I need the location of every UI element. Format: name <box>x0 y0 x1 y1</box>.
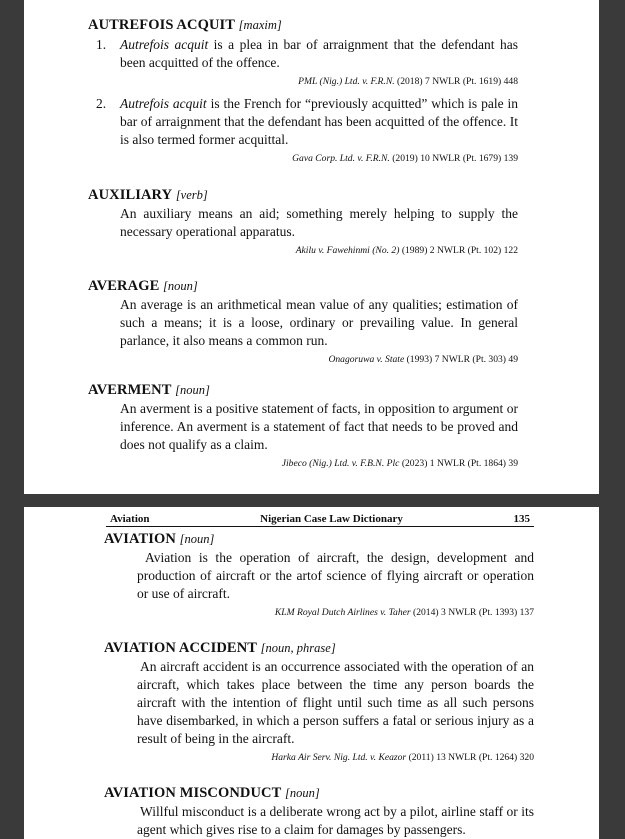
entry-definition: Aviation is the operation of aircraft, the design, development and production of aircraft or the artof science of flying aircraft or operation or use of aircraft. <box>137 550 534 601</box>
entry-body <box>104 549 534 620</box>
citation-reference: (1989) 2 NWLR (Pt. 102) 122 <box>399 245 518 256</box>
entry-headword-line <box>104 530 534 548</box>
entry-definition: An auxiliary means an aid; something merely helping to supply the necessary operational apparatus. <box>120 206 518 239</box>
entry-body <box>88 296 518 367</box>
citation-case-name: PML (Nig.) Ltd. v. F.R.N. <box>298 76 395 87</box>
case-citation <box>137 751 534 765</box>
entry-term: AUXILIARY <box>88 187 173 203</box>
sense-text: is the French for “previously acquitted” which is pale in bar of arraignment that the defendant has been acquitted of the offence. It is also termed former acquittal. <box>120 96 518 147</box>
lower-page <box>24 507 599 839</box>
case-citation <box>137 606 534 620</box>
entry-headword-line <box>104 639 534 657</box>
sense-number: 1. <box>96 37 107 52</box>
sense-body <box>120 95 518 166</box>
entry-part-of-speech: [noun] <box>162 279 198 293</box>
citation-reference: (2011) 13 NWLR (Pt. 1264) 320 <box>406 752 534 763</box>
entry-definition: An average is an arithmetical mean value of any qualities; estimation of such a means; it is a loose, ordinary or prevailing value. In general parlance, it also means a common run. <box>120 297 518 348</box>
citation-reference: (2014) 3 NWLR (Pt. 1393) 137 <box>410 607 534 618</box>
running-head-guide-word: Aviation <box>110 513 150 525</box>
entry-auxiliary <box>88 186 518 258</box>
page-number: 135 <box>513 513 530 525</box>
citation-case-name: Jibeco (Nig.) Ltd. v. F.B.N. Plc <box>281 458 400 469</box>
entry-aviation-accident <box>104 639 534 765</box>
entry-aviation <box>104 530 534 620</box>
numbered-sense <box>88 36 518 89</box>
running-head <box>106 513 534 527</box>
entry-part-of-speech: [noun] <box>179 532 215 546</box>
entry-averment <box>88 381 518 471</box>
sense-definition <box>120 36 518 72</box>
entry-definition: Willful misconduct is a deliberate wrong act by a pilot, airline staff or its agent which gives rise to a claim for damages by passengers. <box>137 804 534 837</box>
citation-case-name: Akilu v. Fawehinmi (No. 2) <box>295 245 400 256</box>
case-citation <box>120 152 518 166</box>
entry-term: AUTREFOIS ACQUIT <box>88 17 236 33</box>
entry-part-of-speech: [maxim] <box>238 18 282 32</box>
case-citation <box>120 353 518 367</box>
sense-definition <box>120 95 518 149</box>
entry-part-of-speech: [noun] <box>285 786 320 800</box>
citation-reference: (2023) 1 NWLR (Pt. 1864) 39 <box>399 458 518 469</box>
sense-text: is a plea in bar of arraignment that the defendant has been acquitted of the offence. <box>120 37 518 70</box>
entry-term: AVERAGE <box>88 278 160 294</box>
entry-aviation-misconduct <box>104 784 534 839</box>
entry-part-of-speech: [noun, phrase] <box>260 641 336 655</box>
case-citation <box>120 75 518 89</box>
citation-case-name: Gava Corp. Ltd. v. F.R.N. <box>292 153 390 164</box>
entry-body <box>104 803 534 839</box>
sense-lead-term: Autrefois acquit <box>120 96 207 111</box>
sense-body <box>120 36 518 89</box>
case-citation <box>120 457 518 471</box>
sense-lead-term: Autrefois acquit <box>120 37 209 52</box>
numbered-sense <box>88 95 518 166</box>
entry-part-of-speech: [noun] <box>175 383 210 397</box>
entry-autrefois-acquit <box>88 16 518 166</box>
entry-term: AVERMENT <box>88 382 172 398</box>
entry-headword-line <box>88 16 518 34</box>
entry-average <box>88 277 518 367</box>
citation-case-name: KLM Royal Dutch Airlines v. Taher <box>274 607 411 618</box>
entry-definition: An aircraft accident is an occurrence associated with the operation of an aircraft, which takes place between the time any person boards the aircraft with the intention of flight until such time as all such persons have disembarked, in which a person suffers a fatal or serious injury as a result of being in the aircraft. <box>137 659 534 746</box>
entry-term: AVIATION ACCIDENT <box>104 640 258 656</box>
upper-page <box>24 0 599 494</box>
citation-reference: (1993) 7 NWLR (Pt. 303) 49 <box>404 354 518 365</box>
citation-reference: (2018) 7 NWLR (Pt. 1619) 448 <box>394 76 518 87</box>
entry-body <box>88 400 518 471</box>
citation-case-name: Harka Air Serv. Nig. Ltd. v. Keazor <box>271 752 407 763</box>
entry-term: AVIATION <box>104 531 176 547</box>
entry-headword-line <box>88 277 518 295</box>
entry-headword-line <box>88 381 518 399</box>
case-citation <box>120 244 518 258</box>
entry-definition: An averment is a positive statement of facts, in opposition to argument or inference. An averment is a statement of fact that needs to be proved and does not qualify as a claim. <box>120 401 518 452</box>
citation-reference: (2019) 10 NWLR (Pt. 1679) 139 <box>389 153 518 164</box>
entry-term: AVIATION MISCONDUCT <box>104 785 282 801</box>
running-head-title: Nigerian Case Law Dictionary <box>260 513 403 525</box>
entry-body <box>88 205 518 258</box>
entry-headword-line <box>104 784 534 802</box>
citation-case-name: Onagoruwa v. State <box>328 354 405 365</box>
sense-number: 2. <box>96 96 107 111</box>
entry-part-of-speech: [verb] <box>175 188 208 202</box>
entry-headword-line <box>88 186 518 204</box>
entry-body <box>104 658 534 765</box>
